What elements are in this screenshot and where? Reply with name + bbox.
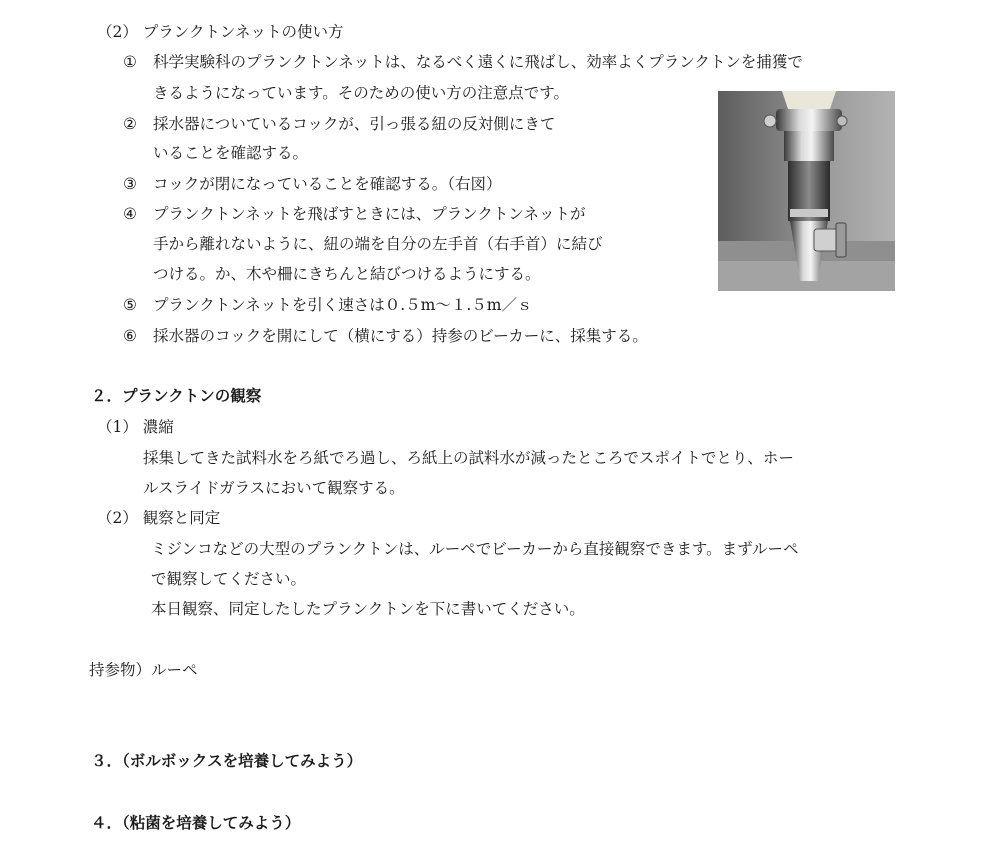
section-heading-volvox: ３．（ボルボックスを培養してみよう） (91, 751, 363, 770)
subsection-heading-concentration: （1） 濃縮 (97, 418, 174, 436)
item-number-4: ④ (123, 205, 137, 223)
item-number-1: ① (123, 53, 137, 71)
belongings-note: 持参物）ルーペ (89, 661, 198, 679)
identification-line-3: 本日観察、同定したしたプランクトンを下に書いてください。 (151, 600, 585, 618)
sampler-illustration-icon (718, 91, 895, 291)
subsection-heading-usage: （2） プランクトンネットの使い方 (97, 23, 344, 41)
section-heading-slime-mold: ４．（粘菌を培養してみよう） (91, 813, 301, 832)
item-6-line-1: 採水器のコックを開にして（横にする）持参のビーカーに、採集する。 (153, 327, 648, 345)
item-number-2: ② (123, 115, 137, 133)
item-5-line-1: プランクトンネットを引く速さは０.５m〜１.５m／ｓ (153, 296, 533, 314)
section-heading-observation: ２．プランクトンの観察 (91, 386, 262, 405)
concentration-line-1: 採集してきた試料水をろ紙でろ過し、ろ紙上の試料水が減ったところでスポイトでとり、ホー (143, 449, 794, 467)
item-number-3: ③ (123, 175, 137, 193)
item-2-line-2: いることを確認する。 (153, 144, 309, 162)
item-number-5: ⑤ (123, 296, 137, 314)
item-1-line-1: 科学実験科のプランクトンネットは、なるべく遠くに飛ばし、効率よくプランクトンを捕獲で (153, 53, 803, 71)
concentration-line-2: ルスライドガラスにおいて観察する。 (143, 479, 405, 497)
identification-line-2: で観察してください。 (151, 570, 307, 588)
item-4-line-2: 手から離れないように、紐の端を自分の左手首（右手首）に結び (153, 235, 603, 253)
plankton-net-sampler-photo (718, 91, 895, 291)
item-2-line-1: 採水器についているコックが、引っ張る紐の反対側にきて (153, 115, 556, 133)
item-4-line-3: つける。か、木や柵にきちんと結びつけるようにする。 (153, 265, 541, 283)
subsection-heading-identification: （2） 観察と同定 (97, 509, 221, 527)
item-3-line-1: コックが閉になっていることを確認する。（右図） (153, 175, 502, 193)
item-4-line-1: プランクトンネットを飛ばすときには、プランクトンネットが (153, 205, 586, 223)
item-number-6: ⑥ (123, 327, 137, 345)
identification-line-1: ミジンコなどの大型のプランクトンは、ルーペでビーカーから直接観察できます。まずルーペ (151, 540, 799, 558)
item-1-line-2: きるようになっています。そのための使い方の注意点です。 (153, 84, 570, 102)
